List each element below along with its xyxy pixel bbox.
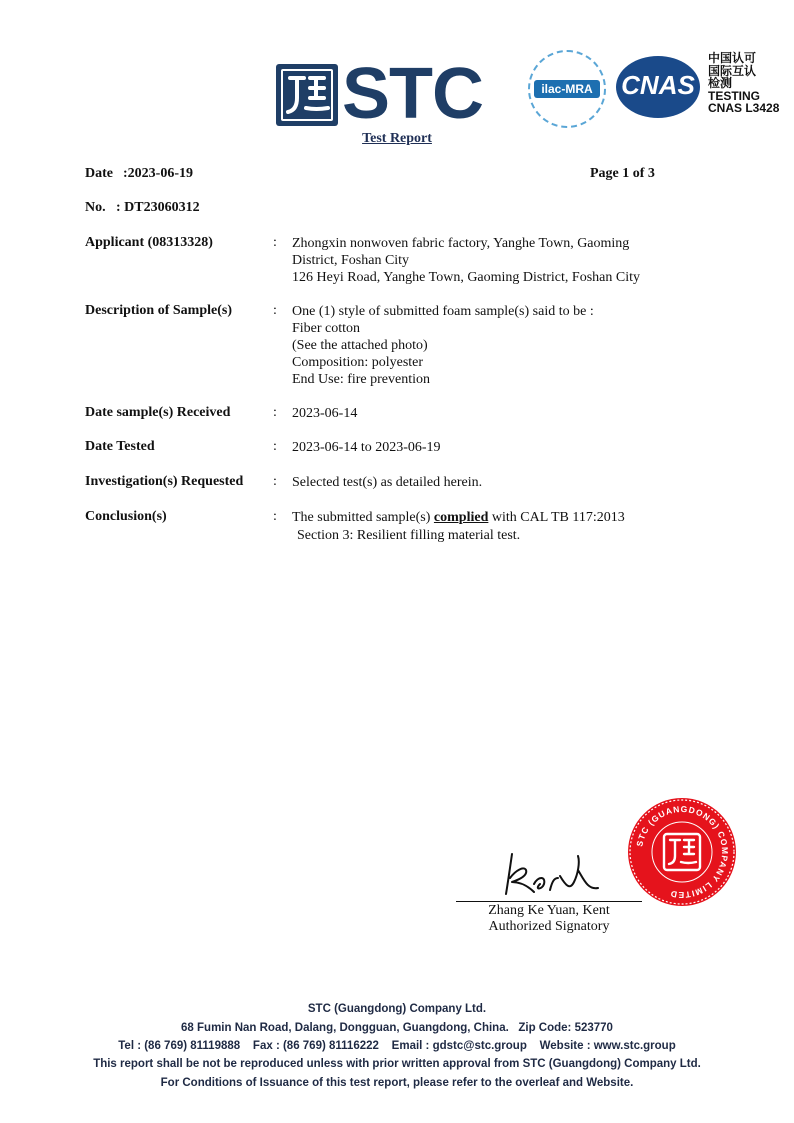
description-line: Fiber cotton (292, 321, 361, 336)
colon: : (273, 509, 277, 524)
investigation-label: Investigation(s) Requested (85, 474, 244, 489)
date-label: Date (85, 166, 113, 181)
ilac-mra-logo (528, 50, 606, 128)
colon: : (273, 405, 277, 420)
accreditation-line: TESTING (708, 88, 761, 103)
tested-value: 2023-06-14 to 2023-06-19 (292, 440, 441, 455)
applicant-line: District, Foshan City (292, 253, 410, 268)
signatory-name: Zhang Ke Yuan, Kent (488, 903, 610, 918)
company-seal (626, 796, 738, 908)
conclusion-label: Conclusion(s) (85, 509, 167, 524)
footer-contact: Tel : (86 769) 81119888 Fax : (86 769) 81116222 Email : gdstc@stc.group Website : www.stc.group (118, 1040, 676, 1052)
colon: : (273, 474, 277, 489)
report-title: Test Report (362, 131, 432, 146)
footer-address: 68 Fumin Nan Road, Dalang, Dongguan, Guangdong, China. Zip Code: 523770 (181, 1022, 613, 1034)
seal-ring-text: STC (GUANGDONG) COMPANY LIMITED (634, 803, 731, 901)
stc-wordmark: STC (342, 54, 483, 134)
footer-company: STC (Guangdong) Company Ltd. (307, 1003, 487, 1015)
conclusion-text: The submitted sample(s) (292, 510, 434, 525)
investigation-value: Selected test(s) as detailed herein. (292, 475, 483, 490)
date-value: :2023-06-19 (123, 166, 193, 181)
page-number: Page 1 of 3 (590, 166, 655, 181)
received-label: Date sample(s) Received (85, 405, 231, 420)
description-line: End Use: fire prevention (292, 372, 431, 387)
conclusion-text: with CAL TB 117:2013 (488, 510, 625, 525)
accreditation-text (708, 52, 794, 115)
accreditation-line: 中国认可 (708, 51, 757, 65)
accreditation-line: CNAS L3428 (708, 101, 780, 115)
cnas-logo (616, 56, 700, 118)
footer-notice: For Conditions of Issuance of this test report, please refer to the overleaf and Website. (160, 1077, 634, 1089)
description-label: Description of Sample(s) (85, 303, 232, 318)
stc-logo (276, 54, 508, 134)
handwritten-signature (494, 850, 604, 898)
accreditation-line: 国际互认 (708, 63, 757, 78)
conclusion-line-1 (292, 509, 625, 526)
footer-notice: This report shall be not be reproduced unless with prior written approval from STC (Guangdong) Company Ltd. (93, 1058, 701, 1070)
tested-label: Date Tested (85, 439, 155, 454)
signature-line (456, 901, 642, 902)
description-line: One (1) style of submitted foam sample(s) said to be : (292, 304, 594, 319)
ilac-mra-text: ilac-MRA (534, 80, 600, 98)
description-line: Composition: polyester (292, 355, 424, 370)
conclusion-emphasis: complied (433, 510, 489, 525)
applicant-line: 126 Heyi Road, Yanghe Town, Gaoming District, Foshan City (292, 270, 640, 285)
report-no-label: No. (85, 200, 106, 215)
signatory-role: Authorized Signatory (488, 919, 610, 934)
conclusion-line-2: Section 3: Resilient filling material test. (297, 528, 521, 543)
received-value: 2023-06-14 (292, 406, 358, 421)
description-line: (See the attached photo) (292, 338, 428, 353)
stc-logo-mark (276, 64, 338, 126)
report-no-value: : DT23060312 (116, 200, 200, 215)
colon: : (273, 235, 277, 250)
applicant-label: Applicant (08313328) (85, 235, 213, 250)
accreditation-line: 检测 (708, 76, 733, 90)
colon: : (273, 303, 277, 318)
applicant-line: Zhongxin nonwoven fabric factory, Yanghe Town, Gaoming (292, 236, 630, 251)
colon: : (273, 439, 277, 454)
cnas-logo-text: CNAS (621, 70, 695, 100)
